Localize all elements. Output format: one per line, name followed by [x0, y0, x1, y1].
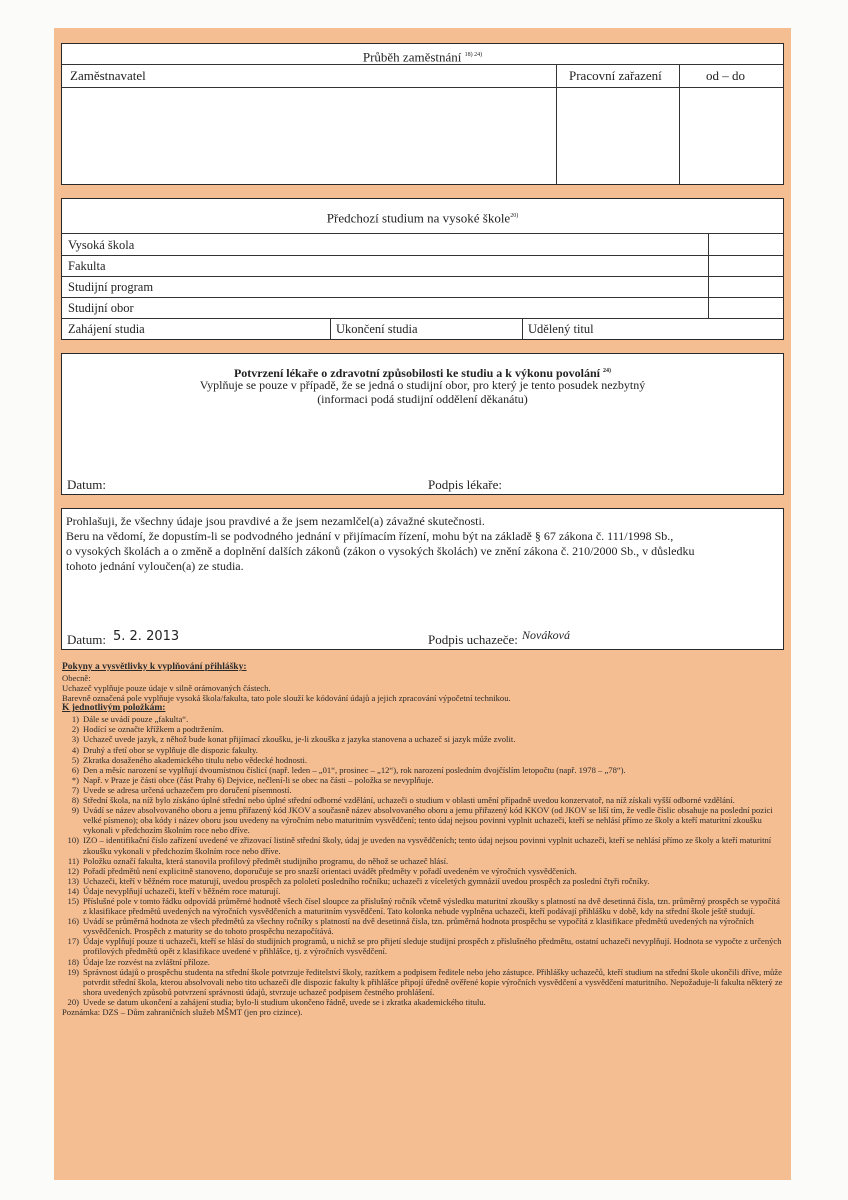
declaration-line-2: Beru na vědomí, že dopustím-li se podvodného jednání v přijímacím řízení, mohu být na základě § 67 zákona č. 111/1998 Sb.,	[66, 529, 674, 543]
instruction-item	[62, 734, 784, 744]
instruction-item	[62, 866, 784, 876]
applicant-date-label: Datum:	[67, 632, 106, 647]
instructions-note: Poznámka: DZS – Dům zahraničních služeb MŠMT (jen pro cizince).	[62, 1007, 303, 1017]
instruction-item	[62, 775, 784, 785]
instruction-item	[62, 755, 784, 765]
row-line	[62, 255, 783, 256]
instruction-item	[62, 765, 784, 775]
item-number: 20)	[67, 996, 79, 1007]
item-number: 2)	[71, 724, 79, 735]
item-text: Druhý a třetí obor se vyplňuje dle dispozic fakulty.	[83, 744, 258, 755]
item-number: 6)	[71, 764, 79, 775]
medical-note-2: (informaci podá studijní oddělení děkanátu)	[317, 392, 528, 406]
instruction-item	[62, 957, 784, 967]
item-text: Hodící se označte křížkem a podtržením.	[83, 724, 224, 735]
employer-header: Zaměstnavatel	[70, 68, 146, 83]
degree-label: Udělený titul	[528, 322, 594, 336]
row-line	[62, 276, 783, 277]
item-text: Např. v Praze je části obce (část Prahy 6) Dejvice, nečlení-li se obec na části – položka se nevyplňuje.	[83, 774, 434, 785]
prior-study-section	[61, 198, 784, 340]
instruction-item	[62, 785, 784, 795]
items-heading: K jednotlivým položkám:	[62, 703, 166, 714]
item-text: Uvádí se průměrná hodnota ze všech předmětů za všechny ročníky s platností na dvě desetinná čísla, tzn. průměrná hodnota prospěchu se vypočítá z klasifikace předmětů uvedených na výročních vysvědčeních. Prospěch z maturity se do tohoto prospěchu nezapočítává.	[83, 916, 754, 937]
medical-note-1: Vyplňuje se pouze v případě, že se jedná o studijní obor, pro který je tento posudek nezbytný	[199, 378, 646, 392]
item-text: Zkratka dosaženého akademického titulu nebo vědecké hodnosti.	[83, 754, 308, 765]
item-text: Správnost údajů o prospěchu studenta na střední škole potvrzuje ředitelství školy, razítkem a podpisem ředitele nebo jeho zástupce. Přihlášky uchazečů, kteří studium na střední škole ukončili dříve, může potvrdit střední škola, kterou absolvovali nebo tito uchazeči dle dispozic fakulty k přihlášce připojí úředně ověřené kopie výročních vysvědčení a vysvědčení maturitního. Nepožaduje-li fakulta některý ze shora uvedených způsobů potvrzení správnosti údajů, stvrzuje uchazeč podpisem čestného prohlášení.	[83, 966, 783, 997]
item-number: 5)	[71, 754, 79, 765]
employment-entry-area[interactable]	[62, 88, 783, 183]
item-text: IZO – identifikační číslo zařízení uvedené ve zřizovací listině střední školy, údaj je uveden na vysvědčeních; tento údaj nejsou povinni vyplnit uchazeči, kteří se nehlásí přímo ze školy a kteří maturitní zkoušku vykonali v předchozím školním roce nebo dříve.	[83, 835, 772, 856]
study-start-label: Zahájení studia	[68, 322, 145, 336]
item-text: Uvede se datum ukončení a zahájení studia; bylo-li studium ukončeno řádně, uvede se i zkratka akademického titulu.	[83, 996, 486, 1007]
general-label: Obecně:	[62, 673, 91, 683]
applicant-signature-label: Podpis uchazeče:	[428, 632, 518, 647]
faculty-label: Fakulta	[68, 259, 106, 273]
item-number: 19)	[67, 966, 79, 977]
instruction-item	[62, 805, 784, 835]
instructions-heading: Pokyny a vysvětlivky k vyplňování přihlášky:	[62, 662, 247, 672]
declaration-line-4: tohoto jednání vyloučen(a) ze studia.	[66, 559, 244, 573]
item-number: 12)	[67, 865, 79, 876]
code-column-line	[708, 233, 709, 318]
instruction-item	[62, 835, 784, 855]
item-text: Položku označí fakulta, která stanovila profilový předmět studijního programu, do něhož se uchazeč hlásí.	[83, 855, 449, 866]
item-number: 17)	[67, 936, 79, 947]
item-text: Den a měsíc narození se vyplňují dvoumístnou číslicí (např. leden – „01“, prosinec – „12“), rok narození posledním dvojčíslím letopočtu (např. 1978 – „78“).	[83, 764, 626, 775]
study-end-label: Ukončení studia	[336, 322, 418, 336]
instruction-item	[62, 724, 784, 734]
applicant-date-value[interactable]: 5. 2. 2013	[113, 629, 180, 644]
item-text: Uchazeči, kteří v běžném roce maturují, uvedou prospěch za pololetí posledního ročníku; uchazeči z víceletých gymnázií uvedou prospěch za poslední čtyři ročníky.	[83, 875, 650, 886]
item-number: 1)	[71, 714, 79, 725]
item-number: 3)	[71, 734, 79, 745]
item-number: 13)	[67, 875, 79, 886]
instructions	[62, 662, 784, 1017]
item-number: 14)	[67, 885, 79, 896]
general-note: Uchazeč vyplňuje pouze údaje v silně orámovaných částech.	[62, 683, 271, 694]
instruction-item	[62, 916, 784, 936]
instruction-item	[62, 714, 784, 724]
employment-divider	[62, 64, 783, 65]
employment-title: Průběh zaměstnání $^{18) 24)}$	[362, 49, 483, 65]
item-text: Dále se uvádí pouze „fakulta“.	[83, 714, 189, 725]
general-note: Barevně označená pole vyplňuje vysoká škola/fakulta, tato pole slouží ke kódování údajů a jejich zpracování výpočetní technikou.	[62, 693, 511, 704]
item-text: Uvádí se název absolvovaného oboru a jemu přiřazený kód JKOV a současně název absolvovaného oboru a jemu přiřazený kód KKOV (od JKOV se liší tím, že vedle číslic obsahuje na poslední pozici velké písmeno); oba kódy i název oboru jsou uvedeny na výročním nebo maturitním vysvědčení; tento údaj nejsou povinni vyplnit uchazeči, kteří se nehlásí přímo ze školy a kteří maturitní zkoušku vykonali v předchozím školním roce nebo dříve.	[83, 805, 773, 836]
field-label: Studijní obor	[68, 301, 134, 315]
item-number: 16)	[67, 916, 79, 927]
item-number: *)	[71, 774, 79, 785]
item-number: 7)	[71, 784, 79, 795]
university-label: Vysoká škola	[68, 238, 135, 252]
instruction-item	[62, 795, 784, 805]
medical-section	[61, 353, 784, 495]
row-line	[62, 297, 783, 298]
item-text: Údaje nevyplňují uchazeči, kteří v běžném roce maturují.	[83, 885, 281, 896]
item-text: Příslušné pole v tomto řádku odpovídá průměrné hodnotě všech čísel sloupce za příslušný ročník včetně výsledku maturitní zkoušky s platností na dvě desetinná čísla, tzn. průměrný prospěch se vypočítá z klasifikace předmětů uvedených na výročních vysvědčeních a maturitním vysvědčení. Tato kolonka nebude vyplněna uchazeči, kteří podávají přihlášku v době, kdy na střední škole ještě studují.	[83, 895, 780, 917]
item-number: 18)	[67, 956, 79, 967]
instruction-item	[62, 997, 784, 1007]
col-line	[522, 318, 523, 339]
instruction-item	[62, 967, 784, 997]
col-line	[330, 318, 331, 339]
period-header: od – do	[706, 68, 745, 83]
item-number: 9)	[71, 805, 79, 816]
medical-date-label: Datum:	[67, 477, 106, 492]
item-text: Údaje lze rozvést na zvláštní příloze.	[83, 956, 210, 967]
declaration-line-1: Prohlašuji, že všechny údaje jsou pravdivé a že jsem nezamlčel(a) závažné skutečnosti.	[66, 514, 485, 528]
instruction-item	[62, 856, 784, 866]
instruction-item	[62, 936, 784, 956]
position-header: Pracovní zařazení	[569, 68, 662, 83]
declaration-line-3: o vysokých školách a o změně a doplnění dalších zákonů (zákon o vysokých školách) ve znění zákona č. 210/2000 Sb., v důsledku	[66, 544, 695, 558]
doctor-signature-label: Podpis lékaře:	[428, 477, 503, 492]
prior-study-divider	[62, 233, 783, 234]
medical-title: Potvrzení lékaře o zdravotní způsobilosti ke studiu a k výkonu povolání $^{24)}$	[233, 366, 612, 380]
item-number: 15)	[67, 895, 79, 906]
item-text: Uchazeč uvede jazyk, z něhož bude konat přijímací zkoušku, je-li zkouška z jazyka stanovena a uchazeč si jazyk může zvolit.	[83, 734, 516, 745]
declaration-section	[61, 508, 784, 650]
item-number: 8)	[71, 795, 79, 806]
program-label: Studijní program	[68, 280, 154, 294]
instruction-item	[62, 886, 784, 896]
row-line	[62, 318, 783, 319]
item-number: 11)	[67, 855, 79, 866]
item-number: 10)	[67, 835, 79, 846]
item-text: Údaje vyplňují pouze ti uchazeči, kteří se hlásí do studijních programů, u nichž se pro přijetí sleduje studijní prospěch z příslušného předmětu, ostatní uchazeči nevyplňují. Hodnota se vypočte z určených profilových předmětů opět z klasifikace uvedené v přihlášce, tj. z výročních vysvědčení.	[83, 936, 782, 957]
instruction-item	[62, 876, 784, 886]
instruction-item	[62, 745, 784, 755]
general-notes	[62, 683, 784, 703]
instruction-item	[62, 896, 784, 916]
item-text: Uvede se adresa určená uchazečem pro doručení písemností.	[83, 784, 292, 795]
item-text: Pořadí předmětů není explicitně stanoveno, doporučuje se pro snazší orientaci uvádět předměty v pořadí uvedeném ve výročních vysvědčeních.	[83, 865, 577, 876]
instruction-items	[62, 714, 784, 1007]
prior-study-title: Předchozí studium na vysoké škole$^{20)}$	[326, 210, 519, 226]
item-number: 4)	[71, 744, 79, 755]
employment-section	[61, 43, 784, 185]
item-text: Střední škola, na níž bylo získáno úplné střední nebo úplné střední odborné vzdělání, uchazeči o studium v oblasti umění případně uvedou konzervatoř, na níž získali vyšší odborné vzdělání.	[83, 795, 735, 806]
applicant-signature: Nováková	[522, 628, 570, 642]
